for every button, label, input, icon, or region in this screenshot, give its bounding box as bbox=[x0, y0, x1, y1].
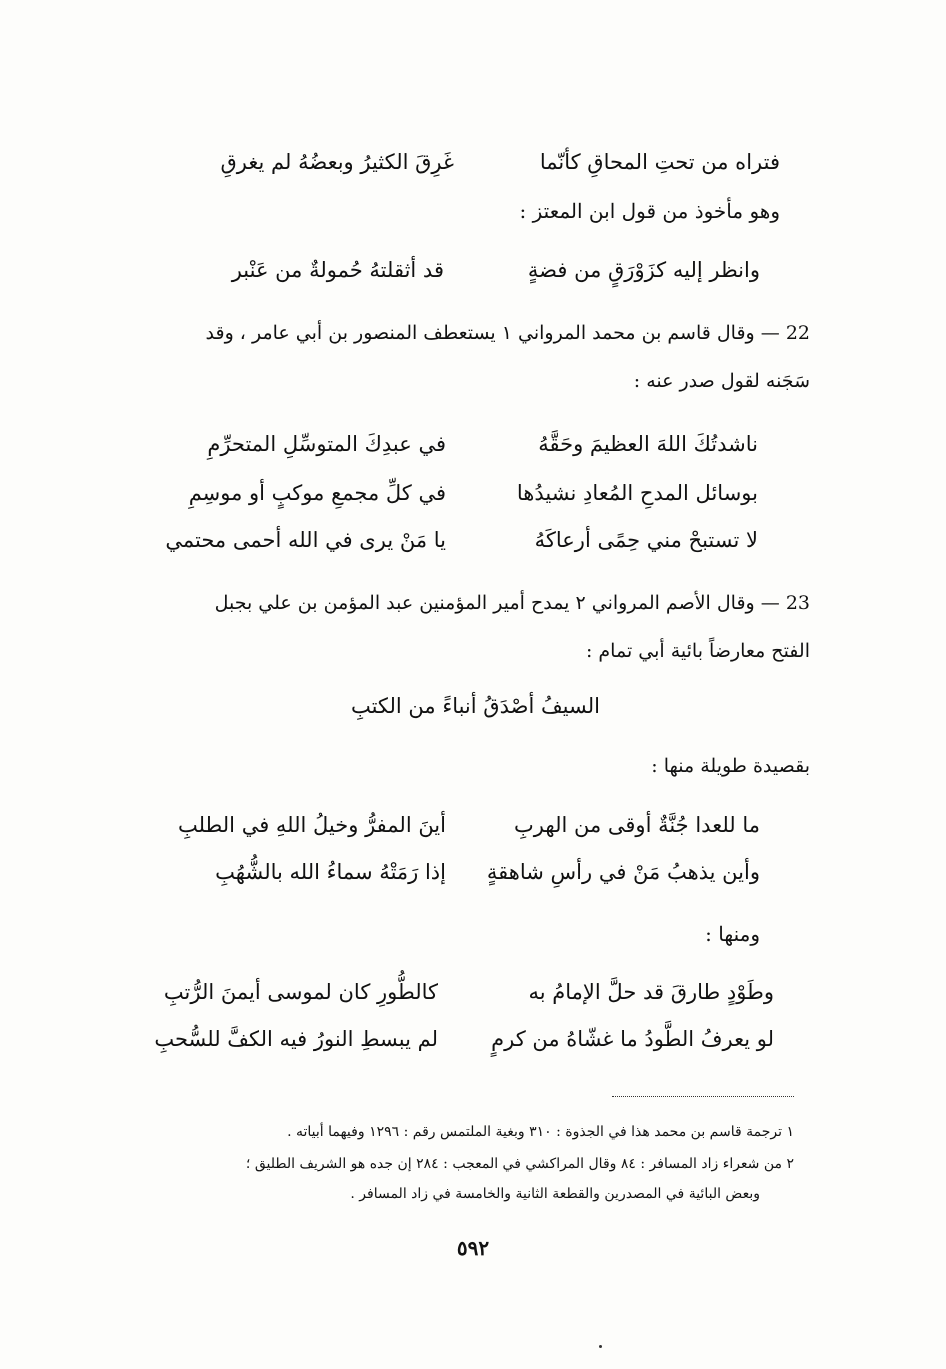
poem-23a-verse-1-left: أينَ المفرُّ وخيلُ اللهِ في الطلبِ bbox=[177, 813, 446, 837]
note-line: وهو مأخوذ من قول ابن المعتز : bbox=[519, 199, 780, 223]
poem-23b-verse-2-right: لو يعرفُ الطَّودُ ما غشّاهُ من كرمٍ bbox=[491, 1027, 774, 1051]
poem-22-verse-2-right: بوسائل المدحِ المُعادِ نشيدُها bbox=[516, 481, 758, 505]
verse-hemistich-left: قد أثقلتهُ حُمولةٌ من عَنْبر bbox=[231, 258, 444, 282]
section-number: 23 bbox=[785, 592, 810, 614]
footnote-2: ٢ من شعراء زاد المسافر : ٨٤ وقال المراكشي في المعجب : ٢٨٤ إن جده هو الشريف الطليق ؛ bbox=[245, 1156, 794, 1172]
footnote-separator bbox=[612, 1096, 794, 1097]
poem-23a-verse-1-right: ما للعدا جُنَّةٌ أوقى من الهربِ bbox=[514, 813, 760, 837]
poem-22-verse-3-right: لا تستبحْ مني حِمًى أرعاكَهُ bbox=[534, 528, 758, 552]
verse-hemistich-right: وانظر إليه كزَوْرَقٍ من فضةٍ bbox=[527, 258, 760, 282]
poem-23b-verse-1-left: كالطُّورِ كان لموسى أيمنَ الرُّتبِ bbox=[163, 980, 438, 1004]
quoted-hemistich: السيفُ أصْدَقُ أنباءً من الكتبِ bbox=[350, 694, 600, 718]
verse-hemistich-left: غَرِقَ الكثيرُ وبعضُهُ لم يغرقِ bbox=[220, 150, 454, 174]
poem-23b-verse-2-left: لم يبسطِ النورُ فيه الكفَّ للسُّحبِ bbox=[154, 1027, 438, 1051]
section-text: — وقال الأصم المرواني ٢ يمدح أمير المؤمنين عبد المؤمن بن علي بجبل bbox=[214, 592, 780, 614]
verse-hemistich-right: فتراه من تحتِ المحاقِ كأنّما bbox=[539, 150, 780, 174]
section-23-line-2: الفتح معارضاً بائية أبي تمام : bbox=[585, 640, 810, 662]
and-from-it-line: ومنها : bbox=[705, 922, 760, 946]
print-speck bbox=[599, 1345, 602, 1348]
section-text: — وقال قاسم بن محمد المرواني ١ يستعطف المنصور بن أبي عامر ، وقد bbox=[205, 322, 780, 344]
poem-22-verse-1-right: ناشدتُكَ اللهَ العظيمَ وحَقَّهُ bbox=[538, 432, 758, 456]
poem-22-verse-1-left: في عبدِكَ المتوسِّلِ المتحرِّمِ bbox=[207, 432, 446, 456]
section-22-line-1 bbox=[110, 322, 810, 344]
poem-23a-verse-2-left: إذا رَمَتْهُ سماءُ الله بالشُّهُبِ bbox=[215, 860, 446, 884]
section-number: 22 bbox=[785, 322, 810, 344]
poem-22-verse-3-left: يا مَنْ يرى في الله أحمى محتمي bbox=[165, 528, 446, 552]
poem-22-verse-2-left: في كلِّ مجمعِ موكبٍ أو موسِمِ bbox=[188, 481, 446, 505]
section-23-line-1 bbox=[110, 592, 810, 614]
footnote-1: ١ ترجمة قاسم بن محمد هذا في الجذوة : ٣١٠ وبغية الملتمس رقم : ١٢٩٦ وفيهما أبياته . bbox=[287, 1124, 794, 1140]
poem-23a-verse-2-right: وأين يذهبُ مَنْ في رأسِ شاهقةٍ bbox=[486, 860, 760, 884]
footnote-2-continued: وبعض البائية في المصدرين والقطعة الثانية والخامسة في زاد المسافر . bbox=[350, 1186, 760, 1202]
section-22-line-2: سَجَنه لقول صدر عنه : bbox=[633, 370, 810, 392]
intro-line: بقصيدة طويلة منها : bbox=[651, 755, 810, 777]
page-number: ٥٩٢ bbox=[456, 1236, 490, 1260]
poem-23b-verse-1-right: وطَوْدٍ طارقَ قد حلَّ الإمامُ به bbox=[528, 980, 774, 1004]
